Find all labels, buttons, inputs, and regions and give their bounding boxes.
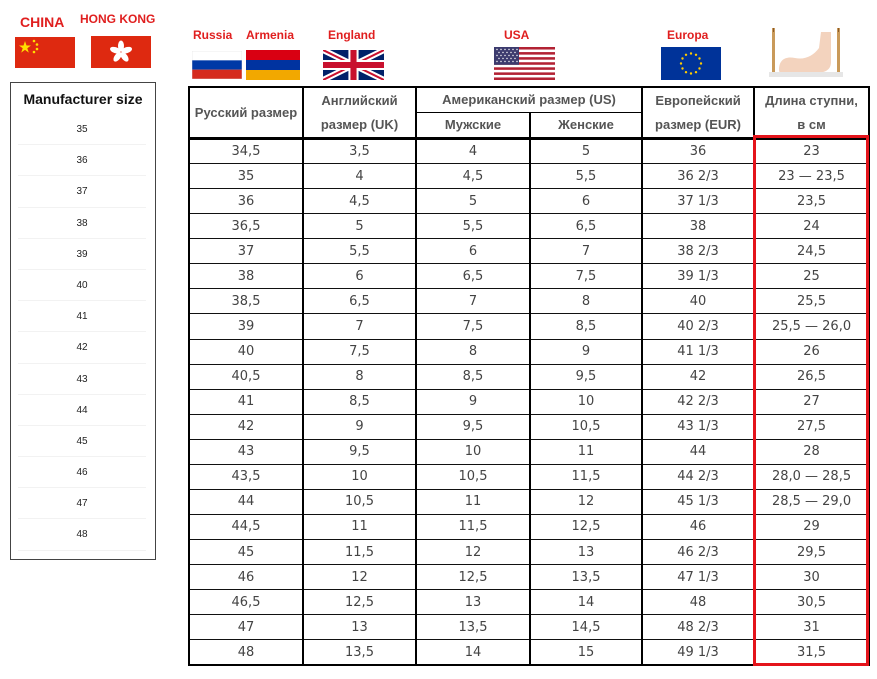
header-us-size-group: Американский размер (US) xyxy=(416,87,642,113)
russian-size-cell: 37 xyxy=(189,239,303,264)
manufacturer-size-item: 36 xyxy=(18,145,146,176)
eur-size-cell: 36 2/3 xyxy=(642,164,754,189)
uk-size-cell: 9 xyxy=(303,414,416,439)
table-row xyxy=(189,590,869,615)
foot-measure-icon xyxy=(765,26,845,81)
manufacturer-size-item: 48 xyxy=(18,519,146,550)
us-men-cell: 6 xyxy=(416,239,530,264)
foot-length-cell: 23 xyxy=(754,139,869,164)
foot-length-cell: 25 xyxy=(754,264,869,289)
us-women-cell: 6 xyxy=(530,189,642,214)
uk-size-cell: 11 xyxy=(303,514,416,539)
eur-size-cell: 46 2/3 xyxy=(642,540,754,565)
us-women-cell: 14,5 xyxy=(530,615,642,640)
foot-length-cell: 29,5 xyxy=(754,540,869,565)
table-row xyxy=(189,565,869,590)
foot-length-cell: 30 xyxy=(754,565,869,590)
manufacturer-size-item: 44 xyxy=(18,395,146,426)
foot-length-cell: 26 xyxy=(754,339,869,364)
hongkong-flag-icon xyxy=(91,36,151,68)
uk-size-cell: 4,5 xyxy=(303,189,416,214)
eur-size-cell: 42 xyxy=(642,364,754,389)
china-label: CHINA xyxy=(20,14,65,30)
russian-size-cell: 46,5 xyxy=(189,590,303,615)
manufacturer-size-item: 40 xyxy=(18,270,146,301)
uk-size-cell: 4 xyxy=(303,164,416,189)
us-women-cell: 7,5 xyxy=(530,264,642,289)
uk-size-cell: 8,5 xyxy=(303,389,416,414)
russian-size-cell: 39 xyxy=(189,314,303,339)
header-russian-size: Русский размер xyxy=(189,87,303,139)
us-men-cell: 10 xyxy=(416,439,530,464)
us-men-cell: 7 xyxy=(416,289,530,314)
uk-size-cell: 12,5 xyxy=(303,590,416,615)
eur-size-cell: 48 2/3 xyxy=(642,615,754,640)
russian-size-cell: 38 xyxy=(189,264,303,289)
foot-length-cell: 31,5 xyxy=(754,640,869,665)
table-header xyxy=(189,87,869,139)
uk-size-cell: 9,5 xyxy=(303,439,416,464)
russian-size-cell: 35 xyxy=(189,164,303,189)
header-uk-size: Английский размер (UK) xyxy=(303,87,416,139)
foot-length-cell: 30,5 xyxy=(754,590,869,615)
table-row xyxy=(189,339,869,364)
russian-size-cell: 46 xyxy=(189,565,303,590)
manufacturer-size-item: 39 xyxy=(18,239,146,270)
us-men-cell: 9 xyxy=(416,389,530,414)
russian-size-cell: 44 xyxy=(189,489,303,514)
russian-size-cell: 43 xyxy=(189,439,303,464)
us-women-cell: 8,5 xyxy=(530,314,642,339)
header-us-women: Женские xyxy=(530,113,642,139)
eur-size-cell: 36 xyxy=(642,139,754,164)
us-women-cell: 11,5 xyxy=(530,464,642,489)
us-men-cell: 10,5 xyxy=(416,464,530,489)
uk-size-cell: 11,5 xyxy=(303,540,416,565)
russian-size-cell: 38,5 xyxy=(189,289,303,314)
table-row xyxy=(189,364,869,389)
russian-size-cell: 36 xyxy=(189,189,303,214)
uk-flag-icon xyxy=(323,50,384,80)
table-row xyxy=(189,164,869,189)
foot-length-cell: 28 xyxy=(754,439,869,464)
us-women-cell: 6,5 xyxy=(530,214,642,239)
us-men-cell: 6,5 xyxy=(416,264,530,289)
table-row xyxy=(189,314,869,339)
russian-size-cell: 48 xyxy=(189,640,303,665)
manufacturer-size-item: 47 xyxy=(18,488,146,519)
eur-size-cell: 46 xyxy=(642,514,754,539)
foot-length-cell: 28,5 — 29,0 xyxy=(754,489,869,514)
manufacturer-size-item: 37 xyxy=(18,176,146,207)
size-conversion-table xyxy=(188,86,870,666)
armenia-label: Armenia xyxy=(246,28,295,42)
us-men-cell: 5,5 xyxy=(416,214,530,239)
uk-size-cell: 7,5 xyxy=(303,339,416,364)
us-women-cell: 12 xyxy=(530,489,642,514)
table-body xyxy=(189,139,869,666)
us-men-cell: 7,5 xyxy=(416,314,530,339)
table-row xyxy=(189,139,869,164)
manufacturer-size-list xyxy=(18,114,146,551)
us-men-cell: 11 xyxy=(416,489,530,514)
us-men-cell: 12,5 xyxy=(416,565,530,590)
manufacturer-size-item: 46 xyxy=(18,457,146,488)
foot-length-cell: 25,5 xyxy=(754,289,869,314)
us-men-cell: 4,5 xyxy=(416,164,530,189)
russian-size-cell: 47 xyxy=(189,615,303,640)
foot-length-cell: 24 xyxy=(754,214,869,239)
table-row xyxy=(189,239,869,264)
table-row xyxy=(189,540,869,565)
eur-size-cell: 45 1/3 xyxy=(642,489,754,514)
table-row xyxy=(189,189,869,214)
foot-length-cell: 28,0 — 28,5 xyxy=(754,464,869,489)
europa-label: Europa xyxy=(667,28,709,42)
eur-size-cell: 40 2/3 xyxy=(642,314,754,339)
eur-size-cell: 43 1/3 xyxy=(642,414,754,439)
foot-length-cell: 27,5 xyxy=(754,414,869,439)
england-label: England xyxy=(328,28,376,42)
eur-size-cell: 48 xyxy=(642,590,754,615)
table-row xyxy=(189,489,869,514)
eur-size-cell: 47 1/3 xyxy=(642,565,754,590)
armenia-flag-icon xyxy=(246,50,300,80)
us-women-cell: 15 xyxy=(530,640,642,665)
eu-flag-icon xyxy=(661,47,721,80)
eur-size-cell: 42 2/3 xyxy=(642,389,754,414)
us-men-cell: 9,5 xyxy=(416,414,530,439)
eur-size-cell: 41 1/3 xyxy=(642,339,754,364)
us-men-cell: 4 xyxy=(416,139,530,164)
header-eur-size: Европейский размер (EUR) xyxy=(642,87,754,139)
table-row xyxy=(189,464,869,489)
eur-size-cell: 40 xyxy=(642,289,754,314)
uk-size-cell: 12 xyxy=(303,565,416,590)
table-row xyxy=(189,389,869,414)
uk-size-cell: 10,5 xyxy=(303,489,416,514)
russian-size-cell: 36,5 xyxy=(189,214,303,239)
uk-size-cell: 10 xyxy=(303,464,416,489)
table-row xyxy=(189,289,869,314)
foot-length-cell: 27 xyxy=(754,389,869,414)
header-us-men: Мужские xyxy=(416,113,530,139)
us-women-cell: 11 xyxy=(530,439,642,464)
us-women-cell: 13,5 xyxy=(530,565,642,590)
russian-size-cell: 44,5 xyxy=(189,514,303,539)
eur-size-cell: 39 1/3 xyxy=(642,264,754,289)
us-women-cell: 14 xyxy=(530,590,642,615)
russia-label: Russia xyxy=(193,28,233,42)
us-women-cell: 10,5 xyxy=(530,414,642,439)
eur-size-cell: 37 1/3 xyxy=(642,189,754,214)
us-men-cell: 5 xyxy=(416,189,530,214)
china-flag-icon xyxy=(15,37,75,68)
us-women-cell: 13 xyxy=(530,540,642,565)
uk-size-cell: 7 xyxy=(303,314,416,339)
us-women-cell: 7 xyxy=(530,239,642,264)
table-row xyxy=(189,214,869,239)
russian-size-cell: 42 xyxy=(189,414,303,439)
us-men-cell: 8 xyxy=(416,339,530,364)
header-foot-length: Длина ступни, в см xyxy=(754,87,869,139)
foot-length-cell: 24,5 xyxy=(754,239,869,264)
usa-flag-icon xyxy=(494,47,555,80)
uk-size-cell: 5 xyxy=(303,214,416,239)
russian-size-cell: 34,5 xyxy=(189,139,303,164)
manufacturer-size-title: Manufacturer size xyxy=(23,91,143,107)
uk-size-cell: 6 xyxy=(303,264,416,289)
manufacturer-size-item: 38 xyxy=(18,208,146,239)
us-women-cell: 5,5 xyxy=(530,164,642,189)
foot-length-cell: 31 xyxy=(754,615,869,640)
table-row xyxy=(189,640,869,665)
foot-length-cell: 29 xyxy=(754,514,869,539)
foot-length-cell: 23,5 xyxy=(754,189,869,214)
uk-size-cell: 8 xyxy=(303,364,416,389)
foot-length-cell: 25,5 — 26,0 xyxy=(754,314,869,339)
manufacturer-size-item: 35 xyxy=(18,114,146,145)
uk-size-cell: 6,5 xyxy=(303,289,416,314)
us-women-cell: 10 xyxy=(530,389,642,414)
manufacturer-size-item: 41 xyxy=(18,301,146,332)
us-women-cell: 12,5 xyxy=(530,514,642,539)
table-row xyxy=(189,514,869,539)
table-row xyxy=(189,615,869,640)
usa-label: USA xyxy=(504,28,530,42)
us-men-cell: 12 xyxy=(416,540,530,565)
us-men-cell: 11,5 xyxy=(416,514,530,539)
eur-size-cell: 44 xyxy=(642,439,754,464)
table-row xyxy=(189,414,869,439)
russian-size-cell: 45 xyxy=(189,540,303,565)
russian-size-cell: 40 xyxy=(189,339,303,364)
us-women-cell: 5 xyxy=(530,139,642,164)
foot-length-cell: 26,5 xyxy=(754,364,869,389)
eur-size-cell: 44 2/3 xyxy=(642,464,754,489)
eur-size-cell: 38 xyxy=(642,214,754,239)
russian-size-cell: 40,5 xyxy=(189,364,303,389)
uk-size-cell: 3,5 xyxy=(303,139,416,164)
us-men-cell: 8,5 xyxy=(416,364,530,389)
us-men-cell: 13,5 xyxy=(416,615,530,640)
manufacturer-size-item: 43 xyxy=(18,364,146,395)
eur-size-cell: 49 1/3 xyxy=(642,640,754,665)
hongkong-label: HONG KONG xyxy=(80,12,156,26)
table-row xyxy=(189,439,869,464)
us-women-cell: 9 xyxy=(530,339,642,364)
uk-size-cell: 5,5 xyxy=(303,239,416,264)
russian-size-cell: 43,5 xyxy=(189,464,303,489)
table-row xyxy=(189,264,869,289)
us-men-cell: 14 xyxy=(416,640,530,665)
us-men-cell: 13 xyxy=(416,590,530,615)
us-women-cell: 8 xyxy=(530,289,642,314)
uk-size-cell: 13 xyxy=(303,615,416,640)
manufacturer-size-panel xyxy=(10,82,156,560)
foot-length-cell: 23 — 23,5 xyxy=(754,164,869,189)
russia-flag-icon xyxy=(192,51,242,79)
eur-size-cell: 38 2/3 xyxy=(642,239,754,264)
manufacturer-size-item: 42 xyxy=(18,332,146,363)
uk-size-cell: 13,5 xyxy=(303,640,416,665)
us-women-cell: 9,5 xyxy=(530,364,642,389)
manufacturer-size-item: 45 xyxy=(18,426,146,457)
russian-size-cell: 41 xyxy=(189,389,303,414)
